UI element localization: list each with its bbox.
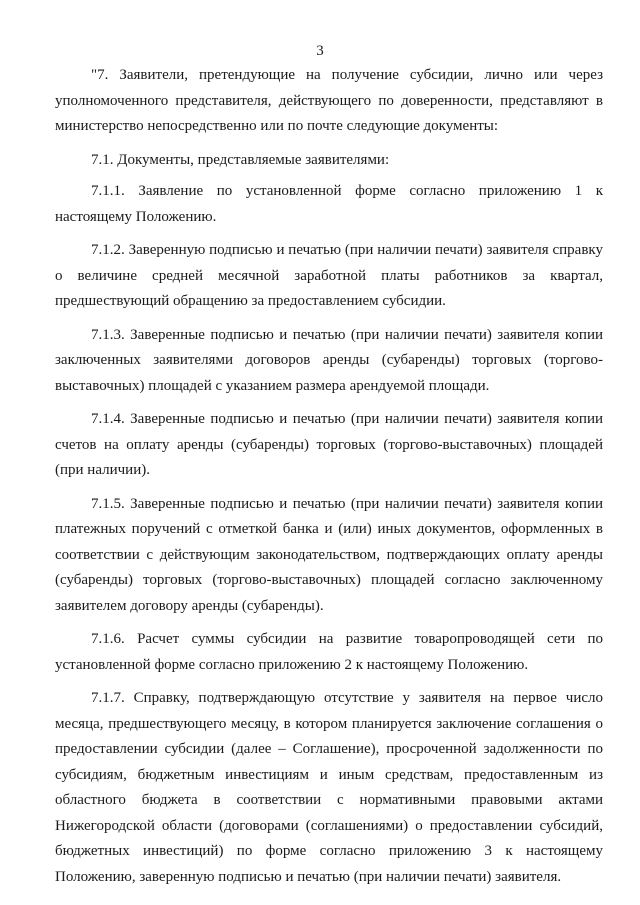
paragraph-7-1-5: 7.1.5. Заверенные подписью и печатью (при наличии печати) заявителя копии платежных поручений с отметкой банка и (или) иных документов, оформленных в соответствии с действующим законодательством, подтверждающих оплату аренды (субаренды) торговых (торгово-выставочных) площадей согласно заключенному заявителем договору аренды (субаренды). xyxy=(55,495,603,614)
paragraph-7-1-7: 7.1.7. Справку, подтверждающую отсутствие у заявителя на первое число месяца, предшествующего месяцу, в котором планируется заключение соглашения о предоставлении субсидии (далее – Соглашение), просроченной задолженности по субсидиям, бюджетным инвестициям и иным средствам, предоставленным из областного бюджета в соответствии с нормативными правовыми актами Нижегородской области (договорами (соглашениями) о предоставлении субсидий, бюджетных инвестиций) по форме согласно приложению 3 к настоящему Положению, заверенную подписью и печатью (при наличии печати) заявителя. xyxy=(55,690,603,885)
paragraph-7-1: 7.1. Документы, представляемые заявителями: xyxy=(91,151,390,168)
paragraph-7-1-1: 7.1.1. Заявление по установленной форме согласно приложению 1 к настоящему Положению. xyxy=(55,183,603,225)
paragraph-7-1-6: 7.1.6. Расчет суммы субсидии на развитие товаропроводящей сети по установленной форме согласно приложению 2 к настоящему Положению. xyxy=(55,631,603,673)
paragraph-7-1-2: 7.1.2. Заверенную подписью и печатью (при наличии печати) заявителя справку о величине средней месячной заработной платы работников за квартал, предшествующий обращению за предоставлением субсидии. xyxy=(55,242,603,309)
document-body xyxy=(55,63,603,898)
paragraph-7-1-4: 7.1.4. Заверенные подписью и печатью (при наличии печати) заявителя копии счетов на оплату аренды (субаренды) торговых (торгово-выставочных) площадей (при наличии). xyxy=(55,411,603,478)
paragraph-7: "7. Заявители, претендующие на получение субсидии, лично или через уполномоченного представителя, действующего по доверенности, представляют в министерство непосредственно или по почте следующие документы: xyxy=(55,67,603,134)
paragraph-7-1-3: 7.1.3. Заверенные подписью и печатью (при наличии печати) заявителя копии заключенных заявителями договоров аренды (субаренды) торговых (торгово-выставочных) площадей с указанием размера арендуемой площади. xyxy=(55,326,603,394)
page-number: 3 xyxy=(316,43,324,59)
